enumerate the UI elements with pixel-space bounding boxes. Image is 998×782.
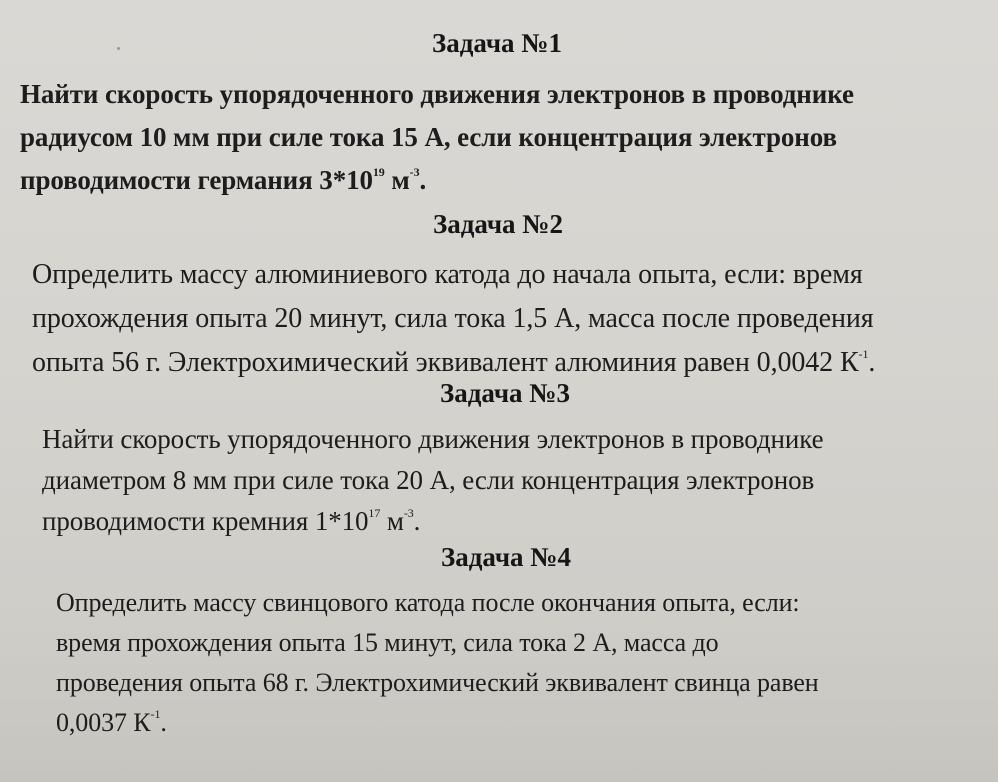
task-1-line-3 [20, 159, 854, 207]
task-4-title: Задача №4 [441, 542, 571, 572]
task-2-period: . [868, 347, 876, 378]
task-3-line-3 [42, 501, 823, 547]
task-1-line-2: радиусом 10 мм при силе тока 15 А, если концентрация электронов [20, 122, 837, 152]
task-2-unit-exponent: -1 [858, 347, 869, 361]
task-2-text [32, 253, 875, 389]
task-1-line-1: Найти скорость упорядоченного движения электронов в проводнике [20, 79, 854, 109]
task-4-unit-exponent: -1 [150, 707, 161, 721]
task-1-exponent: 19 [372, 165, 385, 179]
task-3-unit-exponent: -3 [403, 506, 414, 520]
task-1-unit: м [384, 165, 410, 195]
task-1-unit-exponent: -3 [409, 165, 420, 179]
task-2-line-3-text: опыта 56 г. Электрохимический эквивалент алюминия равен 0,0042 К [32, 347, 859, 378]
task-4-line-4-text: 0,0037 К [56, 708, 151, 737]
task-4-line-4 [56, 703, 819, 747]
task-4-period: . [160, 708, 167, 737]
task-3-text [42, 419, 823, 547]
task-1-text [20, 73, 854, 207]
task-1-title: Задача №1 [432, 28, 562, 58]
paper-speck [117, 47, 120, 50]
task-3-period: . [413, 506, 421, 536]
task-3-unit: м [380, 506, 404, 536]
task-3-line-1: Найти скорость упорядоченного движения электронов в проводнике [42, 424, 824, 454]
task-4-text [56, 583, 819, 747]
task-2-line-2: прохождения опыта 20 минут, сила тока 1,5 А, масса после проведения [32, 303, 874, 334]
task-1-line-3-text: проводимости германия 3*10 [20, 165, 373, 195]
task-2-title: Задача №2 [433, 209, 563, 239]
task-4-line-1: Определить массу свинцового катода после окончания опыта, если: [56, 588, 800, 617]
task-3-line-2: диаметром 8 мм при силе тока 20 А, если концентрация электронов [42, 465, 815, 495]
task-1-period: . [419, 165, 427, 195]
task-2-line-1: Определить массу алюминиевого катода до начала опыта, если: время [32, 259, 863, 290]
task-4-line-3: проведения опыта 68 г. Электрохимический эквивалент свинца равен [56, 668, 819, 697]
task-3-line-3-text: проводимости кремния 1*10 [42, 506, 369, 536]
task-3-exponent: 17 [368, 506, 381, 520]
task-4-line-2: время прохождения опыта 15 минут, сила тока 2 А, масса до [56, 628, 719, 657]
task-3-title: Задача №3 [440, 378, 570, 408]
